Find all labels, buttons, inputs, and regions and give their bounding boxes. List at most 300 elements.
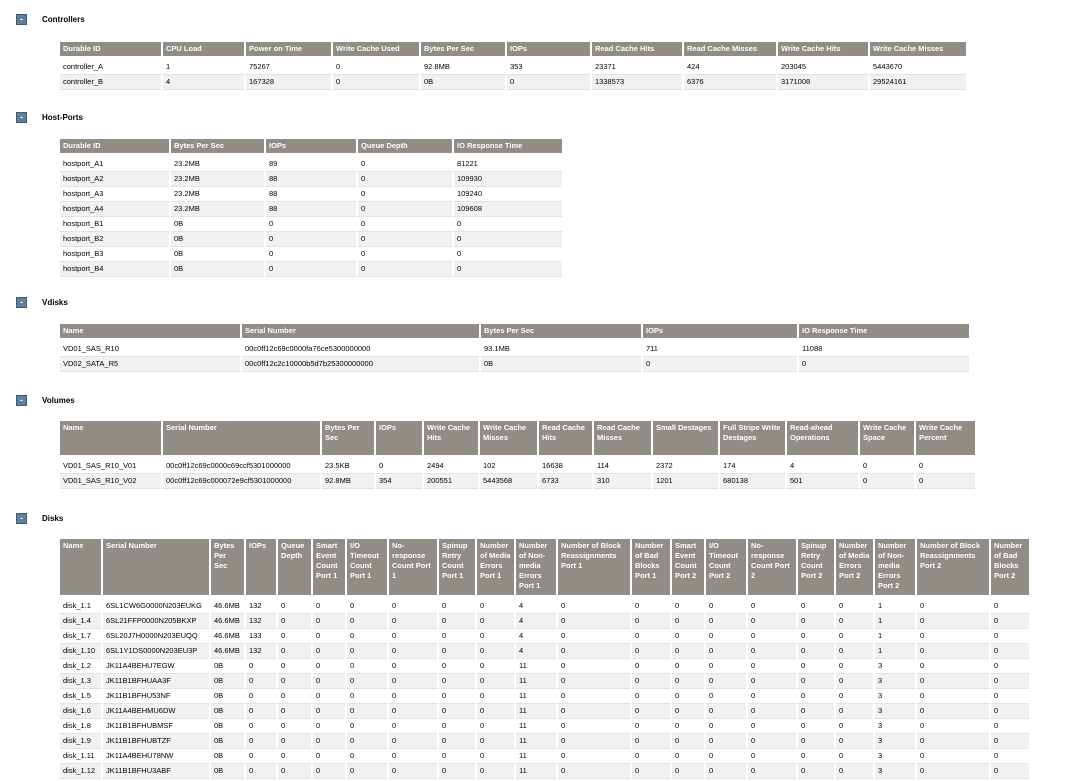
table-cell: 0 <box>748 749 796 764</box>
table-cell: 0 <box>991 659 1029 674</box>
table-cell: 46.6MB <box>211 599 244 614</box>
table-cell: 11 <box>516 719 556 734</box>
table-cell: 0 <box>632 674 670 689</box>
table-cell: 0 <box>477 674 514 689</box>
table-row <box>60 187 562 202</box>
table-cell: 0 <box>246 764 276 779</box>
table-cell: 0 <box>389 719 437 734</box>
table-cell: 0 <box>917 749 989 764</box>
table-cell: 0 <box>313 614 345 629</box>
table-cell: JK11B1BFHUAA3F <box>103 674 209 689</box>
table-cell: 0 <box>798 764 834 779</box>
table-cell: 711 <box>643 342 797 357</box>
table-cell: 0 <box>439 674 475 689</box>
table-cell: 0 <box>672 659 704 674</box>
table-cell: 0 <box>917 644 989 659</box>
table-cell: 0 <box>917 704 989 719</box>
table-cell: 0 <box>347 659 387 674</box>
table-cell: 0 <box>358 247 452 262</box>
table-cell: 3 <box>875 659 915 674</box>
table-cell: 0 <box>672 629 704 644</box>
table-cell: 0 <box>477 629 514 644</box>
table-cell: 0 <box>917 629 989 644</box>
column-header[interactable]: Bytes Per Sec <box>171 139 264 153</box>
table-cell: 11 <box>516 659 556 674</box>
table-cell: 0B <box>421 75 505 90</box>
table-cell: 1 <box>163 60 244 75</box>
table-cell: 0B <box>211 674 244 689</box>
column-header[interactable]: Read Cache Hits <box>592 42 682 56</box>
table-cell: VD01_SAS_R10_V02 <box>60 474 161 489</box>
table-cell: 0 <box>439 629 475 644</box>
table-cell: 11 <box>516 749 556 764</box>
table-cell: 11 <box>516 704 556 719</box>
table-cell: 0 <box>278 689 311 704</box>
table-cell: 0 <box>632 689 670 704</box>
table-cell: 0 <box>313 659 345 674</box>
table-cell: 0 <box>389 734 437 749</box>
table-row <box>60 232 562 247</box>
column-header[interactable]: IO Response Time <box>454 139 562 153</box>
table-cell: 0 <box>748 629 796 644</box>
column-header[interactable]: Number of Non-media Errors Port 2 <box>875 539 915 595</box>
table-cell: 0 <box>358 262 452 277</box>
table-cell: JK11A4BEHU78NW <box>103 749 209 764</box>
table-cell: 0 <box>836 704 873 719</box>
section-title: Vdisks <box>42 298 68 307</box>
table-cell: 1 <box>875 599 915 614</box>
table-cell: 0 <box>439 644 475 659</box>
table-cell: 0 <box>477 749 514 764</box>
column-header[interactable]: No-response Count Port 1 <box>389 539 437 595</box>
table-cell: 0 <box>246 659 276 674</box>
column-header[interactable]: Spinup Retry Count Port 1 <box>439 539 475 595</box>
table-cell: 0 <box>454 217 562 232</box>
column-header[interactable]: IOPs <box>643 324 797 338</box>
table-row <box>60 357 969 372</box>
table-cell: 0 <box>246 719 276 734</box>
table-cell: 0 <box>558 719 630 734</box>
table-cell: 0 <box>991 719 1029 734</box>
table-cell: JK11B1BFHU53NF <box>103 689 209 704</box>
table-cell: 4 <box>163 75 244 90</box>
table-cell: 0 <box>558 704 630 719</box>
table-cell: 0 <box>917 689 989 704</box>
table-cell: 0 <box>672 599 704 614</box>
table-cell: 167328 <box>246 75 331 90</box>
table-cell: 0 <box>358 157 452 172</box>
table-cell: 29524161 <box>870 75 966 90</box>
table-cell: 114 <box>594 459 651 474</box>
table-cell: 81221 <box>454 157 562 172</box>
table-cell: 0 <box>454 247 562 262</box>
table-cell: 0 <box>672 749 704 764</box>
table-cell: 132 <box>246 599 276 614</box>
table-cell: 310 <box>594 474 651 489</box>
collapse-host-ports-toggle[interactable]: - <box>16 112 27 123</box>
column-header[interactable]: Smart Event Count Port 1 <box>313 539 345 595</box>
table-cell: 0 <box>389 689 437 704</box>
table-cell: 0 <box>748 689 796 704</box>
table-cell: 0 <box>278 749 311 764</box>
column-header[interactable]: Bytes Per Sec <box>481 324 641 338</box>
table-cell: 3 <box>875 764 915 779</box>
table-cell: 0 <box>358 187 452 202</box>
table-cell: 0 <box>376 459 422 474</box>
column-header[interactable]: Small Destages <box>653 421 718 455</box>
table-cell: 3171008 <box>778 75 868 90</box>
column-header[interactable]: Number of Bad Blocks Port 2 <box>991 539 1029 595</box>
table-row <box>60 459 975 474</box>
table-cell: 0 <box>798 674 834 689</box>
table-cell: 0 <box>643 357 797 372</box>
table-row <box>60 157 562 172</box>
table-cell: 0 <box>836 659 873 674</box>
column-header[interactable]: Number of Block Reassignments Port 1 <box>558 539 630 595</box>
table-cell: 0 <box>358 217 452 232</box>
column-header[interactable]: Name <box>60 324 240 338</box>
table-cell: JK11B1BFHUBTZF <box>103 734 209 749</box>
table-cell: 0 <box>313 704 345 719</box>
table-cell: 0 <box>389 599 437 614</box>
table-cell: 23371 <box>592 60 682 75</box>
table-cell: 0 <box>558 644 630 659</box>
table-cell: 0 <box>266 262 356 277</box>
table-cell: 0 <box>266 232 356 247</box>
table-cell: disk_1.1 <box>60 599 101 614</box>
table-cell: 5443568 <box>480 474 537 489</box>
table-cell: 23.2MB <box>171 202 264 217</box>
table-cell: 0 <box>860 474 914 489</box>
table-cell: 5443670 <box>870 60 966 75</box>
column-header[interactable]: Name <box>60 421 161 455</box>
table-cell: disk_1.8 <box>60 719 101 734</box>
table-cell: 0 <box>632 734 670 749</box>
column-header[interactable]: No-response Count Port 2 <box>748 539 796 595</box>
table-cell: VD01_SAS_R10_V01 <box>60 459 161 474</box>
table-cell: 0B <box>211 659 244 674</box>
table-cell: 0B <box>211 749 244 764</box>
table-cell: 0 <box>632 704 670 719</box>
table-cell: 0 <box>439 614 475 629</box>
table-cell: 0 <box>313 644 345 659</box>
table-cell: hostport_A1 <box>60 157 169 172</box>
column-header[interactable]: Write Cache Space <box>860 421 914 455</box>
table-cell: hostport_A4 <box>60 202 169 217</box>
table-cell: 0 <box>347 704 387 719</box>
table-cell: 0 <box>439 719 475 734</box>
table-cell: 0 <box>358 232 452 247</box>
collapse-volumes-toggle[interactable]: - <box>16 395 27 406</box>
column-header[interactable]: Smart Event Count Port 2 <box>672 539 704 595</box>
column-header[interactable]: I/O Timeout Count Port 1 <box>347 539 387 595</box>
table-cell: 0 <box>439 764 475 779</box>
table-row <box>60 674 1029 689</box>
table-cell: 46.6MB <box>211 629 244 644</box>
table-cell: 0 <box>246 749 276 764</box>
table-cell: 0 <box>507 75 590 90</box>
table-cell: 00c0ff12c2c10000b5d7b25300000000 <box>242 357 479 372</box>
table-row <box>60 342 969 357</box>
table-cell: 0 <box>389 704 437 719</box>
table-cell: 0B <box>171 217 264 232</box>
table-cell: 0B <box>481 357 641 372</box>
table-cell: 11 <box>516 764 556 779</box>
table-cell: 0 <box>347 689 387 704</box>
table-cell: 0 <box>798 734 834 749</box>
column-header[interactable]: Bytes Per Sec <box>322 421 374 455</box>
table-cell: 92.8MB <box>322 474 374 489</box>
column-header[interactable]: Spinup Retry Count Port 2 <box>798 539 834 595</box>
host-ports-table <box>58 139 564 277</box>
collapse-vdisks-toggle[interactable]: - <box>16 297 27 308</box>
table-cell: 11 <box>516 674 556 689</box>
table-cell: 0 <box>389 749 437 764</box>
table-cell: 109240 <box>454 187 562 202</box>
table-row <box>60 75 966 90</box>
column-header[interactable]: Write Cache Misses <box>870 42 966 56</box>
table-cell: JK11B1BFHU3ABF <box>103 764 209 779</box>
table-cell: 0 <box>748 764 796 779</box>
column-header[interactable]: Bytes Per Sec <box>421 42 505 56</box>
table-cell: 0B <box>211 704 244 719</box>
table-cell: 0 <box>706 614 746 629</box>
column-header[interactable]: Serial Number <box>242 324 479 338</box>
table-cell: hostport_B1 <box>60 217 169 232</box>
table-cell: disk_1.3 <box>60 674 101 689</box>
column-header[interactable]: Serial Number <box>163 421 320 455</box>
table-cell: 0B <box>171 247 264 262</box>
table-cell: 0 <box>439 659 475 674</box>
table-row <box>60 629 1029 644</box>
table-cell: 0 <box>313 764 345 779</box>
column-header[interactable]: IOPs <box>376 421 422 455</box>
table-cell: 0 <box>246 689 276 704</box>
table-cell: 0 <box>558 629 630 644</box>
section-title: Controllers <box>42 15 85 24</box>
table-cell: 0 <box>389 659 437 674</box>
column-header[interactable]: Write Cache Hits <box>424 421 478 455</box>
table-cell: 0 <box>389 614 437 629</box>
table-cell: 1338573 <box>592 75 682 90</box>
table-cell: 0 <box>916 474 975 489</box>
header-row <box>60 539 1029 595</box>
table-cell: 0 <box>347 749 387 764</box>
section-title: Disks <box>42 514 64 523</box>
column-header[interactable]: Number of Bad Blocks Port 1 <box>632 539 670 595</box>
table-cell: VD02_SATA_R5 <box>60 357 240 372</box>
table-cell: 1 <box>875 644 915 659</box>
table-row <box>60 599 1029 614</box>
table-cell: 0 <box>632 764 670 779</box>
table-cell: 1 <box>875 614 915 629</box>
table-cell: disk_1.9 <box>60 734 101 749</box>
table-row <box>60 172 562 187</box>
column-header[interactable]: Durable ID <box>60 42 161 56</box>
table-cell: 109608 <box>454 202 562 217</box>
table-cell: 501 <box>787 474 858 489</box>
table-cell: 0 <box>798 719 834 734</box>
table-cell: 0 <box>917 599 989 614</box>
column-header[interactable]: IOPs <box>246 539 276 595</box>
table-cell: 00c0ff12c69c000072e9cf5301000000 <box>163 474 320 489</box>
column-header[interactable]: Read Cache Hits <box>539 421 592 455</box>
table-cell: 0 <box>917 614 989 629</box>
table-cell: 0 <box>799 357 969 372</box>
table-row <box>60 614 1029 629</box>
column-header[interactable]: Durable ID <box>60 139 169 153</box>
table-cell: 0 <box>278 764 311 779</box>
table-cell: 0 <box>278 614 311 629</box>
table-cell: 0 <box>798 644 834 659</box>
table-cell: 3 <box>875 749 915 764</box>
table-cell: disk_1.2 <box>60 659 101 674</box>
column-header[interactable]: Full Stripe Write Destages <box>720 421 785 455</box>
table-cell: 0 <box>278 659 311 674</box>
table-cell: 88 <box>266 172 356 187</box>
column-header[interactable]: CPU Load <box>163 42 244 56</box>
table-cell: 0 <box>313 749 345 764</box>
table-cell: VD01_SAS_R10 <box>60 342 240 357</box>
column-header[interactable]: Queue Depth <box>278 539 311 595</box>
collapse-disks-toggle[interactable]: - <box>16 513 27 524</box>
table-cell: 0 <box>836 644 873 659</box>
column-header[interactable]: Write Cache Hits <box>778 42 868 56</box>
table-cell: 0 <box>836 734 873 749</box>
table-cell: 0 <box>333 60 419 75</box>
table-row <box>60 202 562 217</box>
table-cell: controller_B <box>60 75 161 90</box>
column-header[interactable]: Queue Depth <box>358 139 452 153</box>
table-cell: 0 <box>917 674 989 689</box>
table-cell: 0 <box>632 614 670 629</box>
table-cell: 0 <box>477 689 514 704</box>
table-cell: disk_1.11 <box>60 749 101 764</box>
column-header[interactable]: Write Cache Percent <box>916 421 975 455</box>
table-cell: 0 <box>836 674 873 689</box>
collapse-controllers-toggle[interactable]: - <box>16 14 27 25</box>
table-cell: 0 <box>347 734 387 749</box>
table-cell: 0 <box>798 629 834 644</box>
column-header[interactable]: Number of Media Errors Port 1 <box>477 539 514 595</box>
table-cell: 0 <box>477 734 514 749</box>
section-title: Volumes <box>42 396 75 405</box>
column-header[interactable]: Number of Non-media Errors Port 1 <box>516 539 556 595</box>
table-cell: 0 <box>672 674 704 689</box>
table-cell: 0 <box>991 689 1029 704</box>
table-cell: 0 <box>917 734 989 749</box>
column-header[interactable]: Name <box>60 539 101 595</box>
column-header[interactable]: IOPs <box>266 139 356 153</box>
table-cell: 23.2MB <box>171 187 264 202</box>
table-cell: 4 <box>516 599 556 614</box>
table-cell: 0 <box>278 719 311 734</box>
table-cell: 0 <box>836 689 873 704</box>
table-cell: 0 <box>358 202 452 217</box>
table-row <box>60 474 975 489</box>
table-cell: 132 <box>246 644 276 659</box>
table-cell: 0 <box>836 629 873 644</box>
table-cell: 6733 <box>539 474 592 489</box>
table-cell: 6SL20J7H0000N203EUQQ <box>103 629 209 644</box>
table-cell: 0 <box>798 749 834 764</box>
column-header[interactable]: Write Cache Misses <box>480 421 537 455</box>
table-cell: 0 <box>477 614 514 629</box>
table-row <box>60 734 1029 749</box>
table-cell: 0B <box>211 719 244 734</box>
table-cell: 0 <box>672 689 704 704</box>
table-cell: 46.6MB <box>211 614 244 629</box>
table-cell: 0 <box>748 719 796 734</box>
table-cell: 0B <box>211 734 244 749</box>
table-cell: 0 <box>748 599 796 614</box>
table-cell: 4 <box>516 614 556 629</box>
table-cell: 0 <box>558 764 630 779</box>
column-header[interactable]: Read-ahead Operations <box>787 421 858 455</box>
table-cell: 0 <box>836 764 873 779</box>
table-cell: disk_1.6 <box>60 704 101 719</box>
table-cell: 6SL1CW6G0000N203EUKG <box>103 599 209 614</box>
column-header[interactable]: Read Cache Misses <box>594 421 651 455</box>
column-header[interactable]: Number of Block Reassignments Port 2 <box>917 539 989 595</box>
table-cell: 0 <box>266 217 356 232</box>
table-cell: 3 <box>875 689 915 704</box>
column-header[interactable]: Serial Number <box>103 539 209 595</box>
column-header[interactable]: IOPs <box>507 42 590 56</box>
table-cell: 0 <box>477 644 514 659</box>
table-cell: 0 <box>798 614 834 629</box>
table-cell: 0 <box>347 644 387 659</box>
table-cell: 00c0ff12c69c0000c69ccf5301000000 <box>163 459 320 474</box>
table-cell: disk_1.12 <box>60 764 101 779</box>
table-row <box>60 764 1029 779</box>
table-cell: 0 <box>632 599 670 614</box>
table-cell: 0 <box>748 704 796 719</box>
column-header[interactable]: Read Cache Misses <box>684 42 776 56</box>
table-cell: 0 <box>706 689 746 704</box>
table-cell: 0 <box>991 704 1029 719</box>
table-cell: 0 <box>991 599 1029 614</box>
column-header[interactable]: I/O Timeout Count Port 2 <box>706 539 746 595</box>
table-cell: 0 <box>278 674 311 689</box>
column-header[interactable]: IO Response Time <box>799 324 969 338</box>
table-cell: disk_1.4 <box>60 614 101 629</box>
header-row <box>60 421 975 455</box>
column-header[interactable]: Bytes Per Sec <box>211 539 244 595</box>
table-cell: 0 <box>558 749 630 764</box>
table-cell: 0 <box>278 704 311 719</box>
table-cell: 6SL1Y1DS0000N203EU3P <box>103 644 209 659</box>
column-header[interactable]: Power on Time <box>246 42 331 56</box>
table-cell: 0B <box>211 689 244 704</box>
volumes-table <box>58 421 977 489</box>
table-cell: 0 <box>246 734 276 749</box>
table-row <box>60 60 966 75</box>
table-cell: 0 <box>706 659 746 674</box>
table-cell: disk_1.7 <box>60 629 101 644</box>
table-cell: 0 <box>672 719 704 734</box>
table-cell: 0 <box>439 599 475 614</box>
table-cell: disk_1.5 <box>60 689 101 704</box>
table-cell: 0 <box>672 704 704 719</box>
column-header[interactable]: Number of Media Errors Port 2 <box>836 539 873 595</box>
table-cell: 0 <box>748 644 796 659</box>
table-cell: 0 <box>246 674 276 689</box>
table-cell: 0 <box>917 764 989 779</box>
table-cell: 0 <box>836 749 873 764</box>
column-header[interactable]: Write Cache Used <box>333 42 419 56</box>
table-cell: 0 <box>278 629 311 644</box>
